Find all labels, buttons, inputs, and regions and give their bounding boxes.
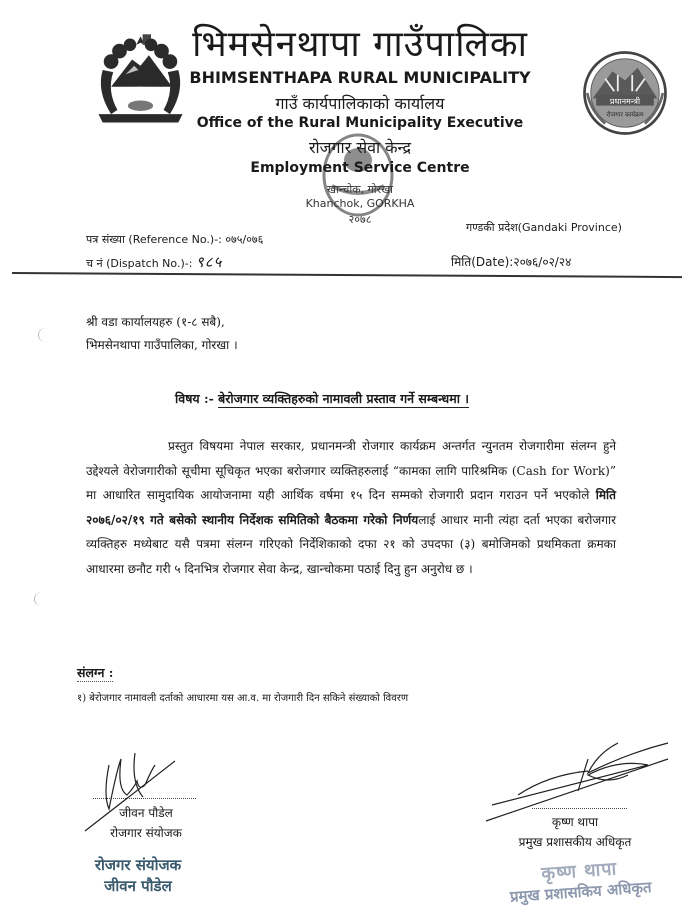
office-name-english: Office of the Rural Municipality Executive xyxy=(196,115,524,131)
recipient-line: श्री वडा कार्यालयहरु (१-८ सबै), xyxy=(86,315,225,329)
municipality-title-english: BHIMSENTHAPA RURAL MUNICIPALITY xyxy=(189,68,531,87)
date-label: मिति(Date): xyxy=(451,255,514,269)
centre-name-nepali: रोजगार सेवा केन्द्र xyxy=(308,138,411,157)
signatory-left xyxy=(86,803,206,843)
subject-line xyxy=(175,390,469,407)
dispatch-label: च नं (Dispatch No.)-: xyxy=(86,257,196,270)
recipient-line: भिमसेनथापा गाउँपालिका, गोरखा । xyxy=(86,338,238,352)
letter-date xyxy=(451,253,571,270)
subject-text: बेरोजगार व्यक्तिहरुको नामावली प्रस्ताव गर्ने सम्बन्धमा । xyxy=(218,391,470,406)
attachments-title: संलग्न : xyxy=(77,665,114,680)
office-name-nepali: गाउँ कार्यपालिकाको कार्यालय xyxy=(275,94,445,113)
body-paragraph xyxy=(86,434,616,582)
centre-name-english: Employment Service Centre xyxy=(250,160,470,176)
punch-hole-mark xyxy=(34,592,49,606)
body-text: प्रस्तुत विषयमा नेपाल सरकार, प्रधानमन्त्री रोजगार कार्यक्रम अन्तर्गत न्युनतम रोजगारीमा संलग्न हुने उद्देश्यले वेरोजगारीको सूचीमा सूचिकृत भएका बरोजगार व्यक्तिहरुलाई “कामका लागि पारिश्रमिक (Cash for Work)” मा आधारित सामुदायिक आयोजनामा यही आर्थिक वर्षमा १५ दिन सम्मको रोजगारी प्रदान गराउन पर्ने भएकोले xyxy=(86,439,616,503)
pm-employment-programme-logo-icon xyxy=(580,48,670,138)
reference-label: पत्र संख्या (Reference No.)-: xyxy=(86,233,226,246)
header-divider xyxy=(12,272,682,278)
address-english: Khanchok, GORKHA xyxy=(305,197,415,210)
reference-number xyxy=(86,232,263,247)
reference-value: ०७५/०७६ xyxy=(225,233,264,246)
established-year: २०७८ xyxy=(348,213,372,226)
name-stamp-right xyxy=(499,856,661,907)
dispatch-value: ९८५ xyxy=(195,253,223,271)
punch-hole-mark xyxy=(38,328,53,342)
signatory-name: जीवन पौडेल xyxy=(119,806,173,820)
signatory-designation: रोजगार संयोजक xyxy=(110,826,182,840)
body-text: लाई आधार मानी त्यंहा दर्ता भएका बरोजगार व्यक्तिहरु मध्येबाट यसै पत्रमा संलग्न गरिएको निर्देशिकाको दफा २१ को उपदफा (३) बमोजिमको प्रथमिकता क्रमका आधारमा छनौट गरी ५ दिनभित्र रोजगार सेवा केन्द्र, खान्चोकमा पठाई दिनु हुन अनुरोध छ । xyxy=(86,512,617,576)
dispatch-number xyxy=(86,252,222,272)
address-nepali: खान्चोक, गोरखा xyxy=(326,183,393,196)
stamp-line: रोजगर संयोजक xyxy=(94,856,182,874)
date-value: २०७६/०२/२४ xyxy=(513,255,572,269)
signature-line xyxy=(93,798,196,799)
province-label: गण्डकी प्रदेश(Gandaki Province) xyxy=(466,221,622,234)
stamp-line: कृष्ण थापा xyxy=(540,858,618,885)
logo-text-bottom: रोजगार कार्यक्रम xyxy=(606,111,644,119)
subject-label: विषय :- xyxy=(175,391,219,406)
signatory-right xyxy=(490,812,660,852)
body-bold-text: मिति २०७६/०२/१९ गते बसेको स्थानीय निर्देशक समितिको बैठकमा गरेको निर्णय xyxy=(86,488,616,527)
recipient-block xyxy=(86,311,238,357)
logo-text-top: प्रधानमन्त्री xyxy=(609,95,641,106)
stamp-line: जीवन पौडेल xyxy=(104,877,172,895)
attachment-item: १) बेरोजगार नामावली दर्ताको आधारमा यस आ.व. मा रोजगारी दिन सकिने संख्याको विवरण xyxy=(77,693,409,704)
municipality-title-nepali: भिमसेनथापा गाउँपालिका xyxy=(192,24,528,65)
signatory-designation: प्रमुख प्रशासकीय अधिकृत xyxy=(518,835,632,849)
signature-line xyxy=(532,808,627,809)
stamp-line: प्रमुख प्रशासकिय अधिकृत xyxy=(509,878,653,906)
signatory-name: कृष्ण थापा xyxy=(551,815,599,829)
name-stamp-left xyxy=(78,855,198,897)
